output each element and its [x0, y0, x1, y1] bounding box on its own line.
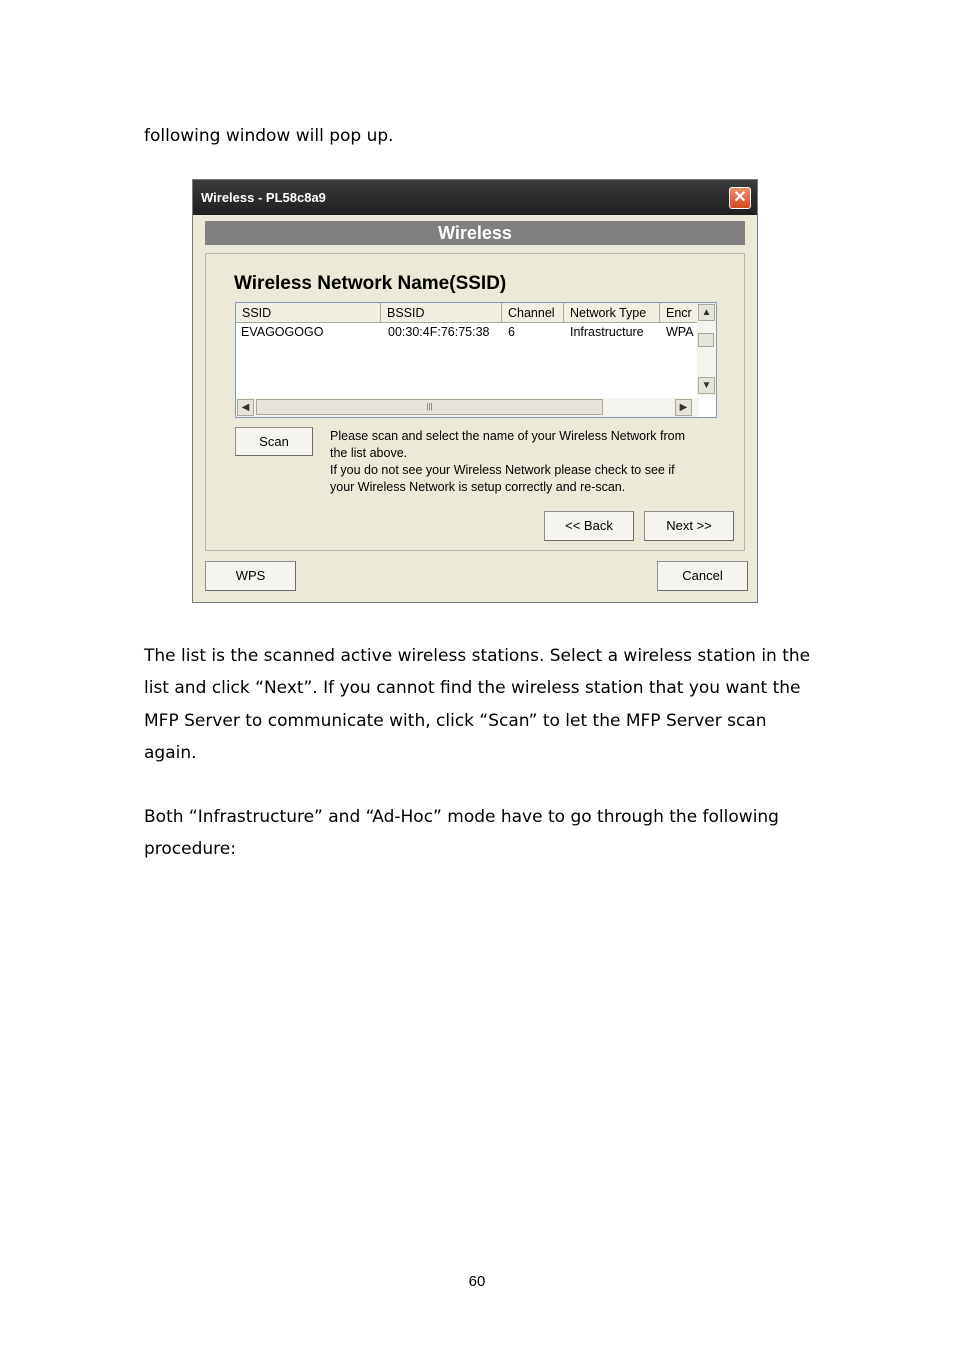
column-header-bssid[interactable]: BSSID — [381, 303, 502, 323]
network-list[interactable] — [235, 302, 717, 418]
section-banner: Wireless — [205, 221, 745, 245]
wps-button[interactable]: WPS — [205, 561, 296, 591]
window-title: Wireless - PL58c8a9 — [201, 190, 326, 205]
cell-channel: 6 — [508, 325, 515, 339]
back-button[interactable]: << Back — [544, 511, 634, 541]
cell-encr: WPA — [666, 325, 694, 339]
column-header-channel[interactable]: Channel — [502, 303, 564, 323]
column-header-ssid[interactable]: SSID — [236, 303, 381, 323]
column-header-network-type[interactable]: Network Type — [564, 303, 660, 323]
horizontal-scrollbar[interactable] — [236, 398, 699, 417]
scan-button[interactable]: Scan — [235, 427, 313, 456]
vertical-scroll-thumb[interactable] — [698, 333, 714, 347]
intro-text: following window will pop up. — [144, 126, 394, 146]
help-line: the list above. — [330, 446, 408, 460]
paragraph-procedure: Both “Infrastructure” and “Ad-Hoc” mode have to go through the following procedure: — [144, 807, 779, 860]
ssid-heading: Wireless Network Name(SSID) — [234, 273, 507, 294]
wireless-dialog — [192, 179, 758, 603]
scroll-right-icon[interactable]: ▶ — [675, 399, 692, 416]
cell-ssid: EVAGOGOGO — [241, 325, 324, 339]
scroll-up-icon[interactable]: ▲ — [698, 304, 715, 321]
page-number: 60 — [468, 1273, 486, 1290]
help-line: Please scan and select the name of your Wireless Network from — [330, 429, 686, 443]
cell-bssid: 00:30:4F:76:75:38 — [388, 325, 490, 339]
scroll-left-icon[interactable]: ◀ — [237, 399, 254, 416]
horizontal-scroll-thumb[interactable]: ||| — [256, 399, 603, 415]
vertical-scrollbar[interactable] — [697, 303, 716, 395]
paragraph-scanned-list: The list is the scanned active wireless stations. Select a wireless station in the list and click “Next”. If you cannot find the wireless station that you want the MFP Server to communicate with, click “Scan” to let the MFP Server scan again. — [144, 646, 811, 764]
help-line: If you do not see your Wireless Network please check to see if — [330, 463, 675, 477]
ssid-panel — [205, 253, 745, 551]
cell-network-type: Infrastructure — [570, 325, 644, 339]
title-bar[interactable] — [193, 180, 757, 215]
close-icon[interactable]: ✕ — [729, 187, 751, 209]
scroll-down-icon[interactable]: ▼ — [698, 377, 715, 394]
help-text — [330, 428, 720, 496]
next-button[interactable]: Next >> — [644, 511, 734, 541]
help-line: your Wireless Network is setup correctly and re-scan. — [330, 480, 626, 494]
cancel-button[interactable]: Cancel — [657, 561, 748, 591]
column-header-encr[interactable]: Encr — [660, 303, 699, 323]
